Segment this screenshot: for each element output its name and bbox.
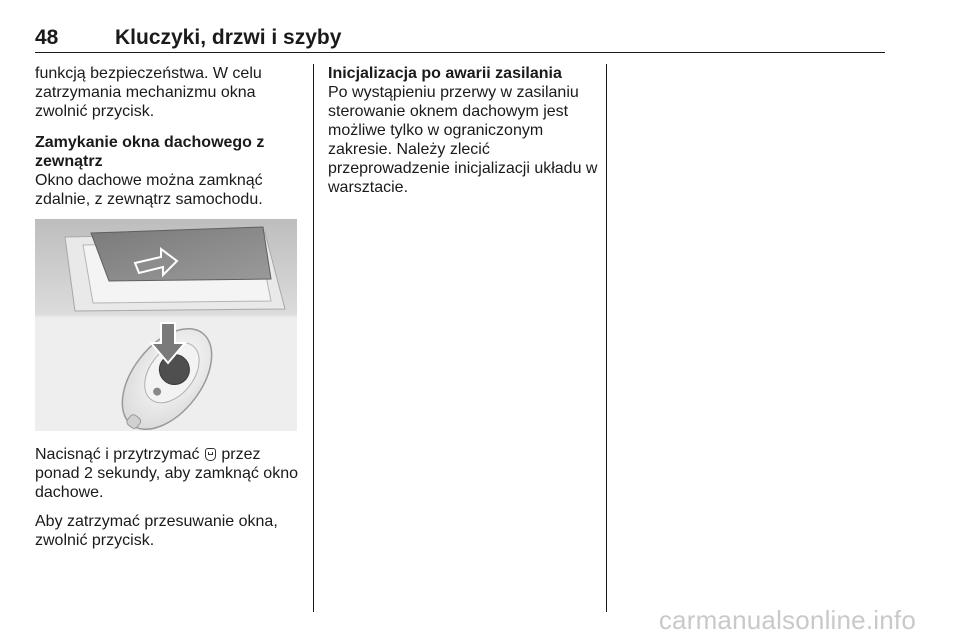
middle-column [328, 64, 598, 207]
roof-scene [35, 219, 297, 315]
roof-window-button-icon [205, 448, 216, 461]
intro-paragraph: funkcją bezpieczeństwa. W celu zatrzymania mechanizmu okna zwolnić przycisk. [35, 65, 262, 120]
roof-window-remote-illustration [35, 219, 297, 431]
stop-instruction: Aby zatrzymać przesuwanie okna, zwolnić przycisk. [35, 513, 278, 549]
page-number: 48 [35, 26, 59, 49]
press-instruction: Nacisnąć i przytrzymać przez ponad 2 sekundy, aby zamknąć okno dachowe. [35, 446, 298, 501]
section-body: Okno dachowe można zamknąć zdalnie, z zewnątrz samochodu. [35, 172, 263, 208]
section-body: Po wystąpieniu przerwy w zasilaniu sterowanie oknem dachowym jest możliwe tylko w ograniczonym zakresie. Należy zlecić przeprowadzenie inicjalizacji układu w warsztacie. [328, 84, 598, 196]
page-header [35, 26, 885, 53]
key-fob-scene [35, 312, 297, 431]
illustration-svg [35, 219, 297, 431]
chapter-title: Kluczyki, drzwi i szyby [115, 26, 342, 49]
column-divider [313, 64, 314, 612]
section-heading: Zamykanie okna dachowego z zewnątrz [35, 134, 265, 170]
section-heading: Inicjalizacja po awarii zasilania [328, 65, 562, 82]
roof-glass [91, 227, 271, 281]
column-divider [606, 64, 607, 612]
watermark: carmanualsonline.info [658, 605, 916, 635]
left-column [35, 64, 301, 560]
